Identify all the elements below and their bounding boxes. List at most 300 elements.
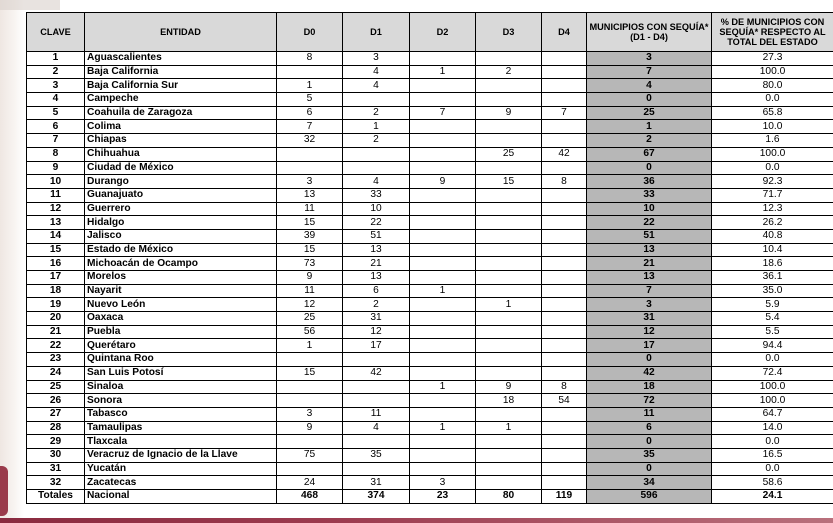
totals-d1: 374 [343, 490, 410, 504]
cell-d3 [476, 229, 542, 243]
cell-d4 [542, 202, 587, 216]
cell-d1: 3 [343, 52, 410, 66]
cell-d1: 1 [343, 120, 410, 134]
cell-d2 [410, 229, 476, 243]
table-row [27, 421, 833, 435]
cell-porcentaje: 5.5 [712, 325, 833, 339]
cell-d2 [410, 93, 476, 107]
cell-d4: 8 [542, 175, 587, 189]
table-row [27, 462, 833, 476]
cell-d3 [476, 216, 542, 230]
cell-porcentaje: 5.4 [712, 312, 833, 326]
cell-d4 [542, 366, 587, 380]
cell-d1: 13 [343, 271, 410, 285]
cell-clave: 23 [27, 353, 85, 367]
table-row [27, 134, 833, 148]
cell-d0: 3 [277, 175, 343, 189]
cell-clave: 14 [27, 229, 85, 243]
table-row [27, 380, 833, 394]
cell-d1: 11 [343, 407, 410, 421]
cell-d2 [410, 312, 476, 326]
cell-entidad: Guanajuato [85, 188, 277, 202]
table-row [27, 353, 833, 367]
header-entidad: ENTIDAD [85, 13, 277, 52]
cell-entidad: Veracruz de Ignacio de la Llave [85, 448, 277, 462]
cell-d2 [410, 366, 476, 380]
bottom-accent-line [0, 518, 833, 523]
cell-d1: 4 [343, 79, 410, 93]
cell-entidad: Jalisco [85, 229, 277, 243]
cell-d3 [476, 435, 542, 449]
cell-porcentaje: 71.7 [712, 188, 833, 202]
cell-entidad: Estado de México [85, 243, 277, 257]
totals-d2: 23 [410, 490, 476, 504]
cell-municipios: 31 [587, 312, 712, 326]
cell-clave: 26 [27, 394, 85, 408]
cell-d4 [542, 243, 587, 257]
cell-clave: 17 [27, 271, 85, 285]
cell-d0: 73 [277, 257, 343, 271]
cell-d4: 54 [542, 394, 587, 408]
table-row [27, 188, 833, 202]
cell-d0: 8 [277, 52, 343, 66]
cell-porcentaje: 0.0 [712, 353, 833, 367]
cell-d2 [410, 407, 476, 421]
cell-entidad: Puebla [85, 325, 277, 339]
cell-clave: 15 [27, 243, 85, 257]
cell-municipios: 13 [587, 271, 712, 285]
cell-d0: 15 [277, 216, 343, 230]
table-row [27, 243, 833, 257]
header-d3: D3 [476, 13, 542, 52]
cell-d0 [277, 147, 343, 161]
cell-porcentaje: 27.3 [712, 52, 833, 66]
table-row [27, 325, 833, 339]
cell-d1: 31 [343, 476, 410, 490]
cell-entidad: Durango [85, 175, 277, 189]
cell-d1 [343, 394, 410, 408]
cell-d4 [542, 476, 587, 490]
cell-clave: 32 [27, 476, 85, 490]
cell-d3 [476, 339, 542, 353]
cell-d1 [343, 353, 410, 367]
cell-d2 [410, 339, 476, 353]
cell-entidad: Chihuahua [85, 147, 277, 161]
table-row [27, 435, 833, 449]
cell-d0: 1 [277, 79, 343, 93]
cell-d1: 2 [343, 106, 410, 120]
cell-d0: 9 [277, 421, 343, 435]
cell-municipios: 4 [587, 79, 712, 93]
cell-d1: 51 [343, 229, 410, 243]
cell-entidad: Zacatecas [85, 476, 277, 490]
table-row [27, 476, 833, 490]
cell-municipios: 51 [587, 229, 712, 243]
totals-porcentaje: 24.1 [712, 490, 833, 504]
header-d2: D2 [410, 13, 476, 52]
cell-entidad: Morelos [85, 271, 277, 285]
cell-d3 [476, 243, 542, 257]
cell-entidad: Yucatán [85, 462, 277, 476]
cell-d3 [476, 271, 542, 285]
cell-d2: 7 [410, 106, 476, 120]
cell-d3: 2 [476, 65, 542, 79]
cell-d4 [542, 120, 587, 134]
cell-clave: 2 [27, 65, 85, 79]
cell-d1: 22 [343, 216, 410, 230]
cell-d4 [542, 216, 587, 230]
cell-d2 [410, 188, 476, 202]
cell-porcentaje: 94.4 [712, 339, 833, 353]
cell-d4 [542, 353, 587, 367]
cell-entidad: Nayarit [85, 284, 277, 298]
cell-municipios: 34 [587, 476, 712, 490]
table-row [27, 284, 833, 298]
cell-porcentaje: 40.8 [712, 229, 833, 243]
cell-municipios: 22 [587, 216, 712, 230]
cell-municipios: 2 [587, 134, 712, 148]
cell-d0 [277, 65, 343, 79]
cell-entidad: Tlaxcala [85, 435, 277, 449]
cell-d4 [542, 134, 587, 148]
cell-clave: 20 [27, 312, 85, 326]
cell-d1: 6 [343, 284, 410, 298]
cell-d4: 7 [542, 106, 587, 120]
cell-porcentaje: 26.2 [712, 216, 833, 230]
header-d4: D4 [542, 13, 587, 52]
cell-entidad: Ciudad de México [85, 161, 277, 175]
cell-d4: 42 [542, 147, 587, 161]
cell-d4 [542, 407, 587, 421]
cell-municipios: 36 [587, 175, 712, 189]
cell-d1: 21 [343, 257, 410, 271]
table-row [27, 52, 833, 66]
header-clave: CLAVE [27, 13, 85, 52]
cell-municipios: 13 [587, 243, 712, 257]
cell-clave: 13 [27, 216, 85, 230]
cell-d4 [542, 229, 587, 243]
cell-municipios: 7 [587, 65, 712, 79]
cell-clave: 29 [27, 435, 85, 449]
cell-d4 [542, 257, 587, 271]
cell-d1 [343, 380, 410, 394]
cell-porcentaje: 100.0 [712, 65, 833, 79]
cell-d3 [476, 93, 542, 107]
cell-entidad: San Luis Potosí [85, 366, 277, 380]
cell-clave: 12 [27, 202, 85, 216]
cell-clave: 5 [27, 106, 85, 120]
header-municipios: MUNICIPIOS CON SEQUÍA* (D1 - D4) [587, 13, 712, 52]
cell-d0: 1 [277, 339, 343, 353]
cell-clave: 9 [27, 161, 85, 175]
side-accent-mark [0, 466, 8, 516]
cell-porcentaje: 100.0 [712, 380, 833, 394]
cell-d0 [277, 161, 343, 175]
cell-d2 [410, 394, 476, 408]
cell-municipios: 35 [587, 448, 712, 462]
cell-d3 [476, 284, 542, 298]
totals-municipios: 596 [587, 490, 712, 504]
cell-d3 [476, 188, 542, 202]
cell-municipios: 0 [587, 93, 712, 107]
totals-entidad: Nacional [85, 490, 277, 504]
cell-d2: 1 [410, 65, 476, 79]
cell-entidad: Tabasco [85, 407, 277, 421]
cell-d0: 56 [277, 325, 343, 339]
cell-porcentaje: 5.9 [712, 298, 833, 312]
cell-d0: 32 [277, 134, 343, 148]
cell-d1: 2 [343, 298, 410, 312]
cell-d4: 8 [542, 380, 587, 394]
cell-d2 [410, 243, 476, 257]
cell-municipios: 42 [587, 366, 712, 380]
cell-d0: 25 [277, 312, 343, 326]
cell-d1: 35 [343, 448, 410, 462]
cell-d2 [410, 462, 476, 476]
cell-d3 [476, 462, 542, 476]
cell-d3 [476, 79, 542, 93]
cell-d1 [343, 462, 410, 476]
cell-entidad: Colima [85, 120, 277, 134]
cell-d2 [410, 52, 476, 66]
cell-municipios: 67 [587, 147, 712, 161]
cell-d0: 15 [277, 366, 343, 380]
totals-d3: 80 [476, 490, 542, 504]
cell-d3 [476, 312, 542, 326]
header-porcentaje: % DE MUNICIPIOS CON SEQUÍA* RESPECTO AL TOTAL DEL ESTADO [712, 13, 833, 52]
cell-d0 [277, 462, 343, 476]
cell-d1: 17 [343, 339, 410, 353]
cell-d2 [410, 435, 476, 449]
cell-porcentaje: 0.0 [712, 435, 833, 449]
cell-clave: 31 [27, 462, 85, 476]
cell-municipios: 0 [587, 353, 712, 367]
cell-d1: 33 [343, 188, 410, 202]
cell-entidad: Campeche [85, 93, 277, 107]
cell-d0: 11 [277, 284, 343, 298]
table-row [27, 298, 833, 312]
cell-d3 [476, 52, 542, 66]
cell-d0: 7 [277, 120, 343, 134]
cell-porcentaje: 10.4 [712, 243, 833, 257]
cell-d2: 9 [410, 175, 476, 189]
cell-entidad: Coahuila de Zaragoza [85, 106, 277, 120]
table-row [27, 93, 833, 107]
cell-entidad: Oaxaca [85, 312, 277, 326]
cell-porcentaje: 0.0 [712, 161, 833, 175]
cell-clave: 8 [27, 147, 85, 161]
cell-porcentaje: 100.0 [712, 147, 833, 161]
page-left-background [0, 0, 24, 523]
cell-porcentaje: 18.6 [712, 257, 833, 271]
cell-d2 [410, 216, 476, 230]
cell-d2 [410, 298, 476, 312]
table-row [27, 161, 833, 175]
cell-d4 [542, 65, 587, 79]
cell-d0: 9 [277, 271, 343, 285]
totals-label: Totales [27, 490, 85, 504]
cell-d4 [542, 325, 587, 339]
cell-d3: 15 [476, 175, 542, 189]
cell-d1 [343, 147, 410, 161]
cell-municipios: 3 [587, 298, 712, 312]
cell-d4 [542, 421, 587, 435]
cell-d3 [476, 134, 542, 148]
cell-municipios: 1 [587, 120, 712, 134]
cell-municipios: 21 [587, 257, 712, 271]
cell-d0: 39 [277, 229, 343, 243]
cell-porcentaje: 0.0 [712, 462, 833, 476]
cell-entidad: Querétaro [85, 339, 277, 353]
cell-municipios: 6 [587, 421, 712, 435]
cell-d3 [476, 476, 542, 490]
header-d1: D1 [343, 13, 410, 52]
cell-municipios: 12 [587, 325, 712, 339]
table-row [27, 312, 833, 326]
cell-d3 [476, 120, 542, 134]
table-row [27, 271, 833, 285]
cell-porcentaje: 36.1 [712, 271, 833, 285]
cell-d1 [343, 435, 410, 449]
cell-porcentaje: 92.3 [712, 175, 833, 189]
cell-municipios: 18 [587, 380, 712, 394]
table-row [27, 202, 833, 216]
cell-municipios: 11 [587, 407, 712, 421]
cell-clave: 6 [27, 120, 85, 134]
cell-d2 [410, 325, 476, 339]
cell-clave: 18 [27, 284, 85, 298]
cell-entidad: Sinaloa [85, 380, 277, 394]
cell-d0: 11 [277, 202, 343, 216]
cell-d0: 6 [277, 106, 343, 120]
cell-entidad: Sonora [85, 394, 277, 408]
cell-municipios: 72 [587, 394, 712, 408]
cell-porcentaje: 16.5 [712, 448, 833, 462]
cell-d1: 4 [343, 421, 410, 435]
cell-d4 [542, 448, 587, 462]
totals-d0: 468 [277, 490, 343, 504]
cell-d3 [476, 161, 542, 175]
cell-clave: 21 [27, 325, 85, 339]
cell-d2 [410, 271, 476, 285]
cell-municipios: 25 [587, 106, 712, 120]
cell-d4 [542, 298, 587, 312]
table-body [27, 52, 833, 490]
cell-municipios: 17 [587, 339, 712, 353]
cell-porcentaje: 65.8 [712, 106, 833, 120]
cell-clave: 7 [27, 134, 85, 148]
cell-clave: 27 [27, 407, 85, 421]
table-row [27, 79, 833, 93]
cell-d1: 10 [343, 202, 410, 216]
cell-municipios: 0 [587, 161, 712, 175]
cell-porcentaje: 14.0 [712, 421, 833, 435]
cell-d4 [542, 435, 587, 449]
cell-clave: 19 [27, 298, 85, 312]
cell-clave: 4 [27, 93, 85, 107]
cell-d1: 12 [343, 325, 410, 339]
table-row [27, 65, 833, 79]
cell-d4 [542, 339, 587, 353]
cell-d4 [542, 188, 587, 202]
page-top-decoration [0, 0, 60, 10]
table-row [27, 120, 833, 134]
cell-d2 [410, 448, 476, 462]
cell-d4 [542, 312, 587, 326]
cell-d2 [410, 161, 476, 175]
cell-d0: 24 [277, 476, 343, 490]
cell-d4 [542, 462, 587, 476]
cell-d2 [410, 134, 476, 148]
cell-entidad: Aguascalientes [85, 52, 277, 66]
cell-d0 [277, 435, 343, 449]
table-row [27, 229, 833, 243]
table-row [27, 394, 833, 408]
totals-d4: 119 [542, 490, 587, 504]
cell-d0 [277, 394, 343, 408]
cell-clave: 24 [27, 366, 85, 380]
totals-row [27, 490, 833, 504]
cell-entidad: Baja California Sur [85, 79, 277, 93]
cell-d2 [410, 257, 476, 271]
cell-porcentaje: 12.3 [712, 202, 833, 216]
table-header-row [27, 13, 833, 52]
cell-porcentaje: 35.0 [712, 284, 833, 298]
cell-d3: 1 [476, 421, 542, 435]
cell-clave: 30 [27, 448, 85, 462]
cell-d3 [476, 353, 542, 367]
cell-porcentaje: 80.0 [712, 79, 833, 93]
cell-d2 [410, 353, 476, 367]
cell-municipios: 3 [587, 52, 712, 66]
cell-entidad: Nuevo León [85, 298, 277, 312]
cell-entidad: Guerrero [85, 202, 277, 216]
cell-d0: 13 [277, 188, 343, 202]
cell-porcentaje: 10.0 [712, 120, 833, 134]
cell-clave: 28 [27, 421, 85, 435]
cell-d1: 31 [343, 312, 410, 326]
table-row [27, 448, 833, 462]
cell-entidad: Tamaulipas [85, 421, 277, 435]
cell-d2 [410, 79, 476, 93]
cell-d2 [410, 202, 476, 216]
cell-municipios: 10 [587, 202, 712, 216]
cell-porcentaje: 72.4 [712, 366, 833, 380]
table-row [27, 339, 833, 353]
cell-d3: 25 [476, 147, 542, 161]
cell-d1 [343, 161, 410, 175]
cell-municipios: 7 [587, 284, 712, 298]
cell-d3: 9 [476, 106, 542, 120]
cell-d4 [542, 161, 587, 175]
cell-municipios: 33 [587, 188, 712, 202]
cell-d1: 13 [343, 243, 410, 257]
cell-d1: 4 [343, 175, 410, 189]
cell-clave: 3 [27, 79, 85, 93]
cell-municipios: 0 [587, 462, 712, 476]
cell-d3 [476, 448, 542, 462]
table-row [27, 257, 833, 271]
cell-d2 [410, 120, 476, 134]
table-row [27, 175, 833, 189]
cell-d2: 1 [410, 380, 476, 394]
cell-clave: 22 [27, 339, 85, 353]
header-d0: D0 [277, 13, 343, 52]
cell-entidad: Quintana Roo [85, 353, 277, 367]
cell-d2: 1 [410, 284, 476, 298]
cell-d0: 3 [277, 407, 343, 421]
cell-d4 [542, 284, 587, 298]
